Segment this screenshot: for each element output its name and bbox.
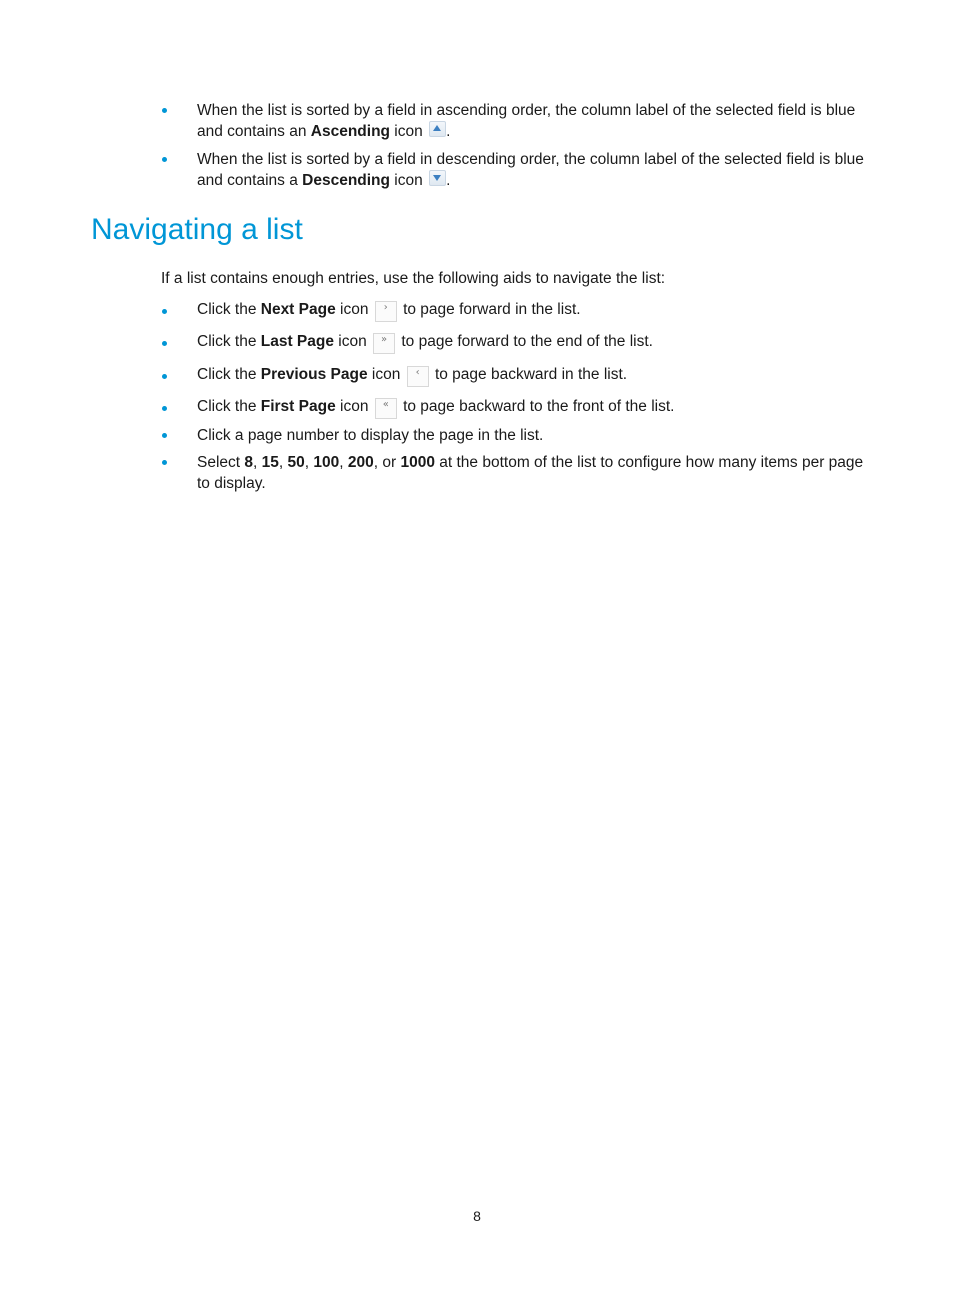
descending-bullet-text: When the list is sorted by a field in descending order, the column label of the selected field is blue and contains a Descending icon . bbox=[197, 151, 864, 189]
section-heading: Navigating a list bbox=[91, 213, 303, 246]
last-page-bullet-text: Click the Last Page icon » to page forward to the end of the list. bbox=[197, 331, 867, 354]
first-page-bullet-text: Click the First Page icon « to page backward to the front of the list. bbox=[197, 396, 867, 419]
descending-arrow-icon bbox=[429, 170, 446, 186]
ascending-arrow-icon bbox=[429, 121, 446, 137]
bullet-dot bbox=[162, 406, 167, 411]
previous-page-icon[interactable]: ‹ bbox=[407, 366, 429, 387]
items-per-page-bullet-text: Select 8, 15, 50, 100, 200, or 1000 at the bottom of the list to configure how many items per page to display. bbox=[197, 454, 864, 492]
ascending-bullet-text: When the list is sorted by a field in ascending order, the column label of the selected field is blue and contains an Ascending icon . bbox=[197, 102, 856, 140]
bullet-dot bbox=[162, 108, 167, 113]
bullet-dot bbox=[162, 433, 167, 438]
bullet-dot bbox=[162, 309, 167, 314]
bullet-dot bbox=[162, 460, 167, 465]
bullet-dot bbox=[162, 374, 167, 379]
bullet-dot bbox=[162, 157, 167, 162]
next-page-icon[interactable]: › bbox=[375, 301, 397, 322]
intro-paragraph: If a list contains enough entries, use the following aids to navigate the list: bbox=[161, 270, 666, 287]
page-number: 8 bbox=[473, 1208, 481, 1224]
last-page-icon[interactable]: » bbox=[373, 333, 395, 354]
page-number-bullet-text: Click a page number to display the page in the list. bbox=[197, 427, 544, 444]
previous-page-bullet-text: Click the Previous Page icon ‹ to page backward in the list. bbox=[197, 364, 867, 387]
next-page-bullet-text: Click the Next Page icon › to page forward in the list. bbox=[197, 299, 867, 322]
first-page-icon[interactable]: « bbox=[375, 398, 397, 419]
bullet-dot bbox=[162, 341, 167, 346]
